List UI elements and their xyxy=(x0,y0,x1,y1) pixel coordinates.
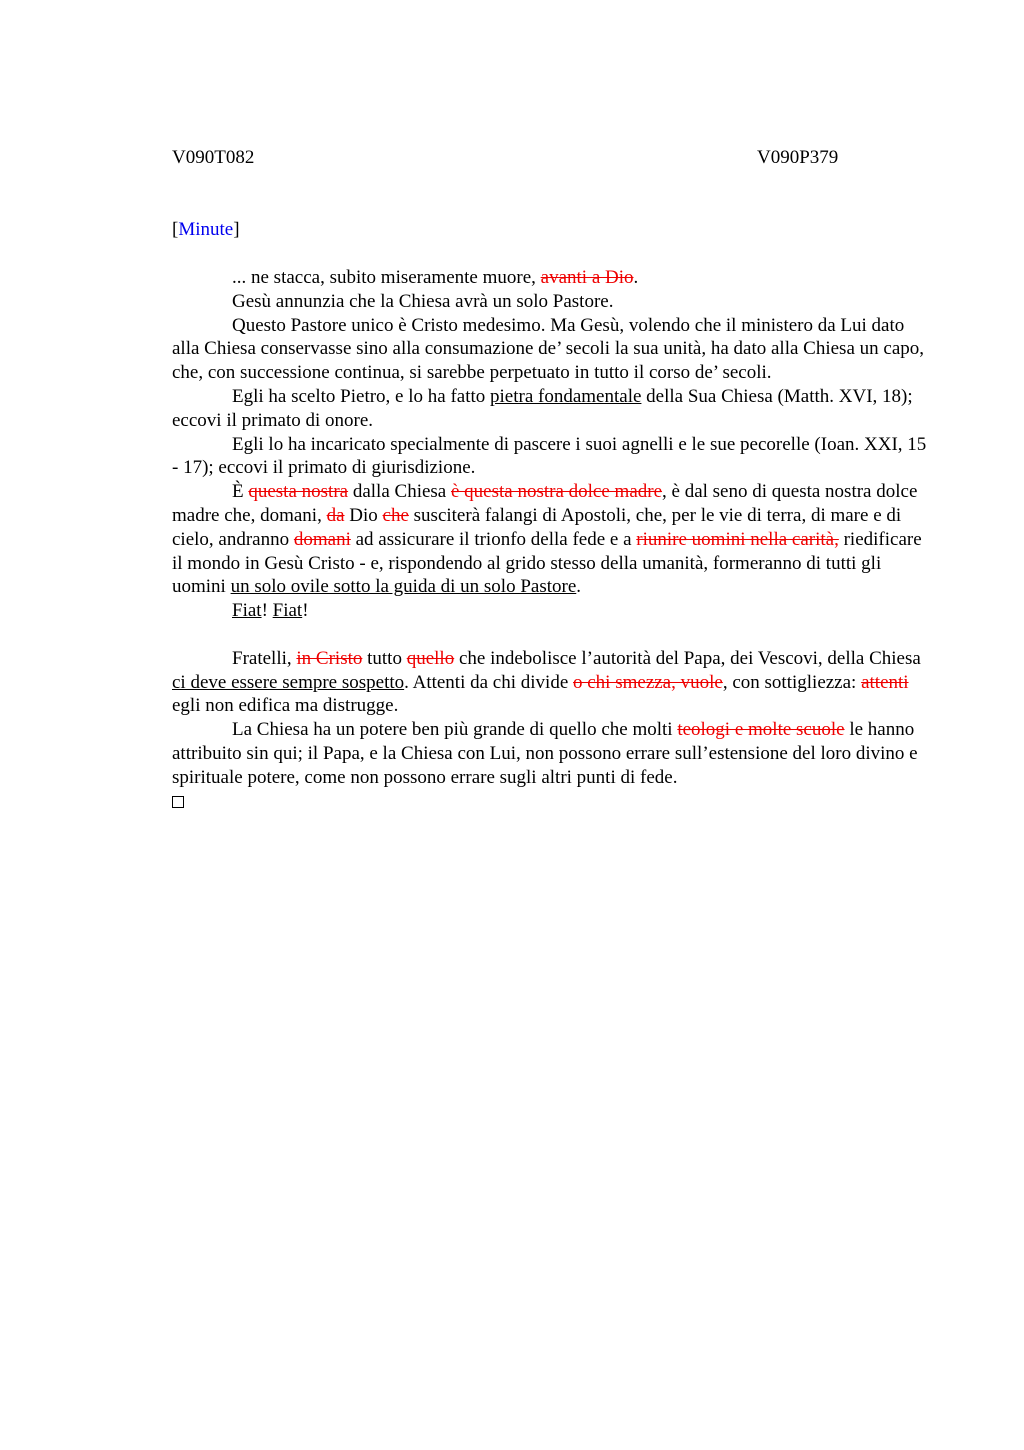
paragraph xyxy=(172,290,930,314)
paragraph xyxy=(172,647,930,718)
underlined-text: Fiat xyxy=(232,600,262,622)
text-run: ... ne stacca, subito miseramente muore, xyxy=(232,267,541,288)
document-code-right: V090P379 xyxy=(757,147,839,168)
deleted-text: domani xyxy=(293,528,351,550)
deleted-text: che xyxy=(382,504,409,526)
text-run: Egli ha scelto Pietro, e lo ha fatto xyxy=(232,385,491,407)
text-run: riedificare il mondo in Gesù Cristo - e, rispondendo al grido stesso della umanità, formeranno di tutti gli uomini xyxy=(172,528,922,598)
label-close-bracket: ] xyxy=(233,219,240,240)
text-run: . xyxy=(576,576,582,598)
text-run: È xyxy=(232,481,249,503)
text-run: Dio xyxy=(344,504,383,526)
paragraph xyxy=(172,718,930,789)
paragraph xyxy=(172,266,930,290)
text-run: Questo Pastore unico è Cristo medesimo. Ma Gesù, volendo che il ministero da Lui dato alla Chiesa conservasse sino alla consumazione de’ secoli la sua unità, ha dato alla Chiesa un capo, che, con successione continua, si sarebbe perpetuato in tutto il corso de’ secoli. xyxy=(172,314,925,384)
paragraph xyxy=(172,599,930,623)
text-run: Fratelli, xyxy=(232,647,297,669)
text-run: ! xyxy=(261,600,273,622)
text-run: , con sottigliezza: xyxy=(722,671,862,693)
paragraph xyxy=(172,433,930,481)
text-run: , è dal seno di questa nostra dolce madre che, domani, xyxy=(172,481,918,526)
section-label xyxy=(172,218,240,242)
deleted-text: da xyxy=(326,504,345,526)
text-run: che indebolisce l’autorità del Papa, dei Vescovi, della Chiesa xyxy=(454,647,921,669)
text-run: le hanno attribuito sin qui; il Papa, e la Chiesa con Lui, non possono errare sull’estensione del loro divino e spirituale potere, come non possono errare sugli altri punti di fede. xyxy=(172,719,918,788)
deleted-text: attenti xyxy=(861,671,909,693)
deleted-text: o chi smezza, vuole xyxy=(573,671,723,693)
text-run: ! xyxy=(302,600,309,622)
text-run: La Chiesa ha un potere ben più grande di quello che molti xyxy=(232,719,678,741)
underlined-text: Fiat xyxy=(272,600,303,622)
deleted-text: teologi e molte scuole xyxy=(677,719,845,741)
text-run: della Sua Chiesa (Matth. XVI, 18); eccovi il primato di onore. xyxy=(172,385,913,431)
text-run: . xyxy=(633,267,639,288)
text-run: . Attenti da chi divide xyxy=(404,671,573,693)
underlined-text: pietra fondamentale xyxy=(490,385,642,407)
deleted-text: questa nostra xyxy=(248,481,349,503)
deleted-text: avanti a Dio xyxy=(540,267,634,288)
text-run: Egli lo ha incaricato specialmente di pascere i suoi agnelli e le sue pecorelle (Ioan. XXI, 15 - 17); eccovi il primato di giurisdizione. xyxy=(172,433,927,479)
paragraph xyxy=(172,385,930,433)
document-code-left: V090T082 xyxy=(172,147,255,168)
deleted-text: quello xyxy=(406,647,455,669)
label-open-bracket: [ xyxy=(172,219,179,240)
text-run: Gesù annunzia che la Chiesa avrà un solo Pastore. xyxy=(232,290,614,312)
deleted-text: in Cristo xyxy=(296,647,363,669)
end-marker-box-icon xyxy=(172,796,184,808)
underlined-text: un solo ovile sotto la guida di un solo Pastore xyxy=(230,576,577,598)
deleted-text: riunire uomini nella carità, xyxy=(636,528,839,550)
text-run: egli non edifica ma distrugge. xyxy=(172,695,399,717)
text-run: tutto xyxy=(362,647,407,669)
minute-link[interactable]: Minute xyxy=(178,219,234,240)
paragraph xyxy=(172,314,930,385)
paragraph xyxy=(172,480,930,599)
text-run: susciterà falangi di Apostoli, che, per le vie di terra, di mare e di cielo, andranno xyxy=(172,504,902,550)
text-run: dalla Chiesa xyxy=(348,481,451,503)
underlined-text: ci deve essere sempre sospetto xyxy=(172,671,405,693)
text-run: ad assicurare il trionfo della fede e a xyxy=(350,528,637,550)
blank-line xyxy=(172,623,930,647)
deleted-text: è questa nostra dolce madre xyxy=(450,481,663,503)
document-body xyxy=(172,266,930,808)
